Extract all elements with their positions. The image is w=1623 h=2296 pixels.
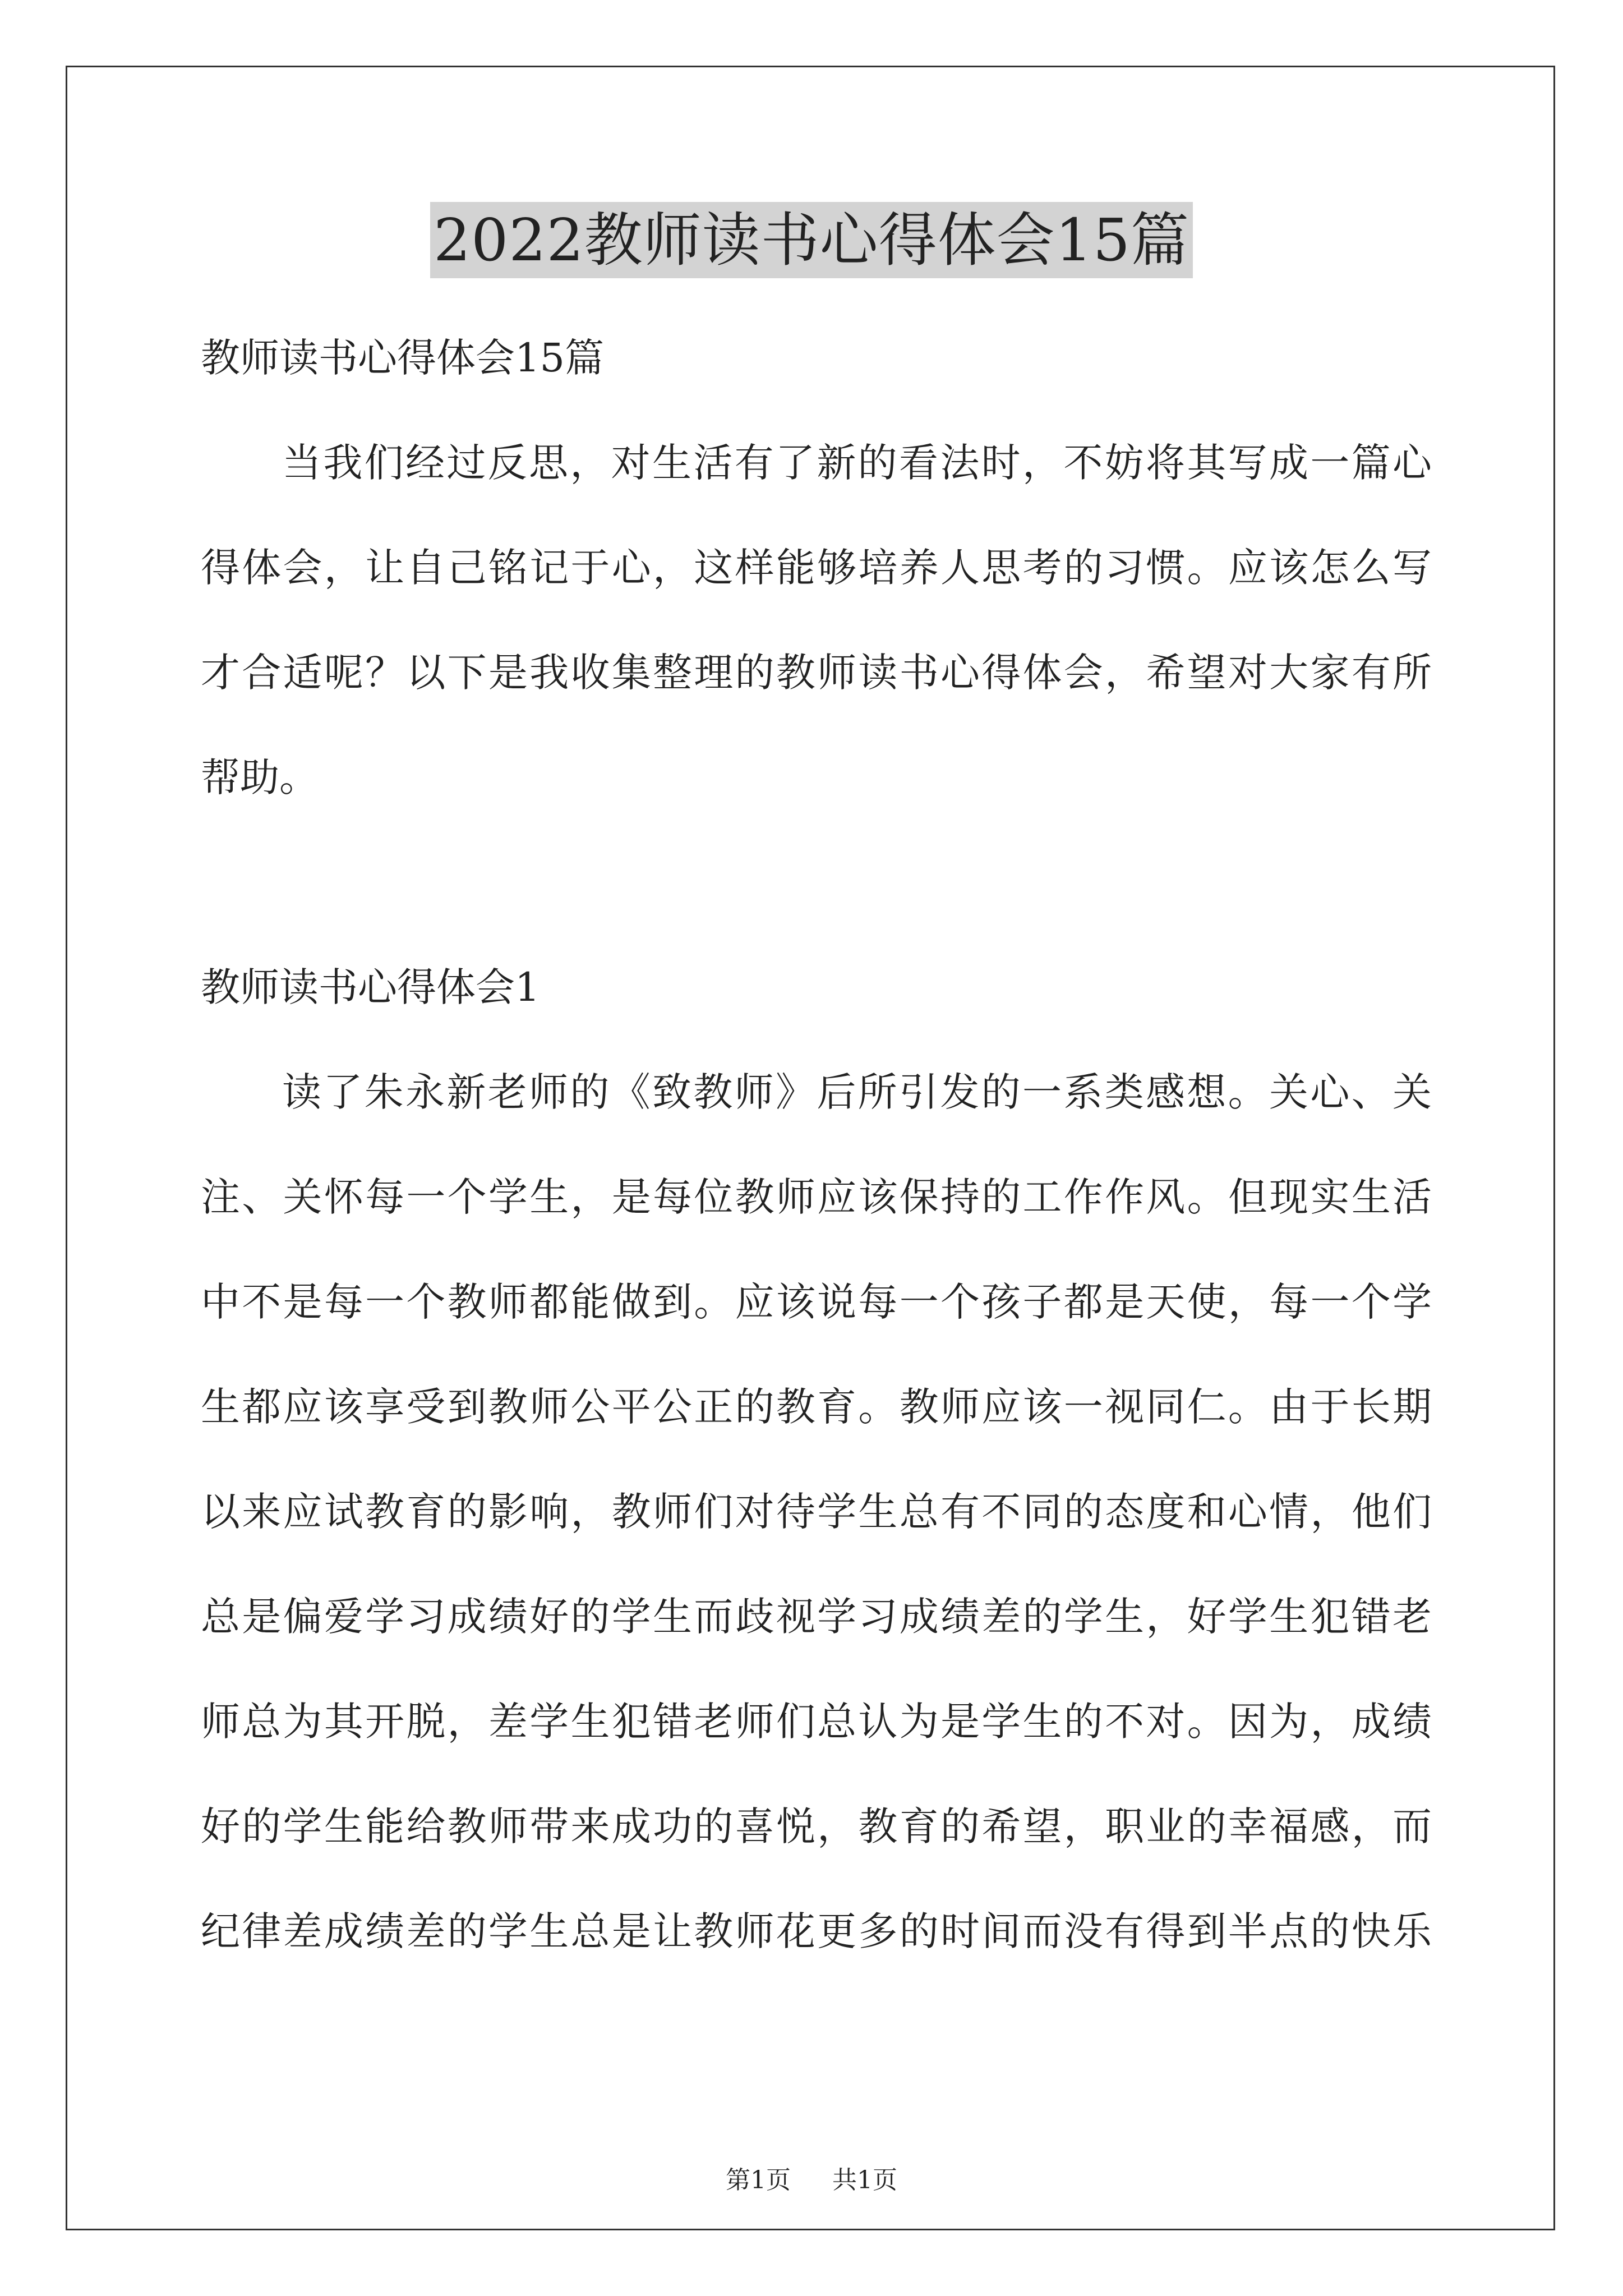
- intro-line: 得体会，让自己铭记于心，这样能够培养人思考的习惯。应该怎么写: [201, 545, 1432, 591]
- page-number-total: 共1页: [832, 2166, 897, 2194]
- section-line: 中不是每一个教师都能做到。应该说每一个孩子都是天使，每一个学: [201, 1279, 1432, 1325]
- section-line: 总是偏爱学习成绩好的学生而歧视学习成绩差的学生，好学生犯错老: [201, 1594, 1432, 1640]
- section-line: 纪律差成绩差的学生总是让教师花更多的时间而没有得到半点的快乐: [201, 1908, 1432, 1954]
- page-number-current: 第1页: [726, 2166, 791, 2194]
- document-title-wrap: [0, 202, 1623, 278]
- intro-line: 才合适呢？以下是我收集整理的教师读书心得体会，希望对大家有所: [201, 650, 1432, 696]
- document-title: 2022教师读书心得体会15篇: [430, 202, 1193, 278]
- intro-line: 当我们经过反思，对生活有了新的看法时，不妨将其写成一篇心: [282, 440, 1432, 486]
- section-line: 生都应该享受到教师公平公正的教育。教师应该一视同仁。由于长期: [201, 1384, 1432, 1430]
- section-heading: 教师读书心得体会1: [201, 964, 540, 1010]
- section-line: 以来应试教育的影响，教师们对待学生总有不同的态度和心情，他们: [201, 1489, 1432, 1535]
- paragraph-spacer: [201, 830, 1432, 935]
- section-line: 注、关怀每一个学生，是每位教师应该保持的工作作风。但现实生活: [201, 1174, 1432, 1220]
- intro-line: 帮助。: [201, 754, 319, 800]
- section-line: 师总为其开脱，差学生犯错老师们总认为是学生的不对。因为，成绩: [201, 1699, 1432, 1745]
- document-body: [201, 306, 1432, 1984]
- page-footer: [0, 2160, 1623, 2196]
- section-line: 好的学生能给教师带来成功的喜悦，教育的希望，职业的幸福感，而: [201, 1803, 1432, 1849]
- document-subtitle: 教师读书心得体会15篇: [201, 335, 605, 381]
- section-line: 读了朱永新老师的《致教师》后所引发的一系类感想。关心、关: [282, 1069, 1432, 1115]
